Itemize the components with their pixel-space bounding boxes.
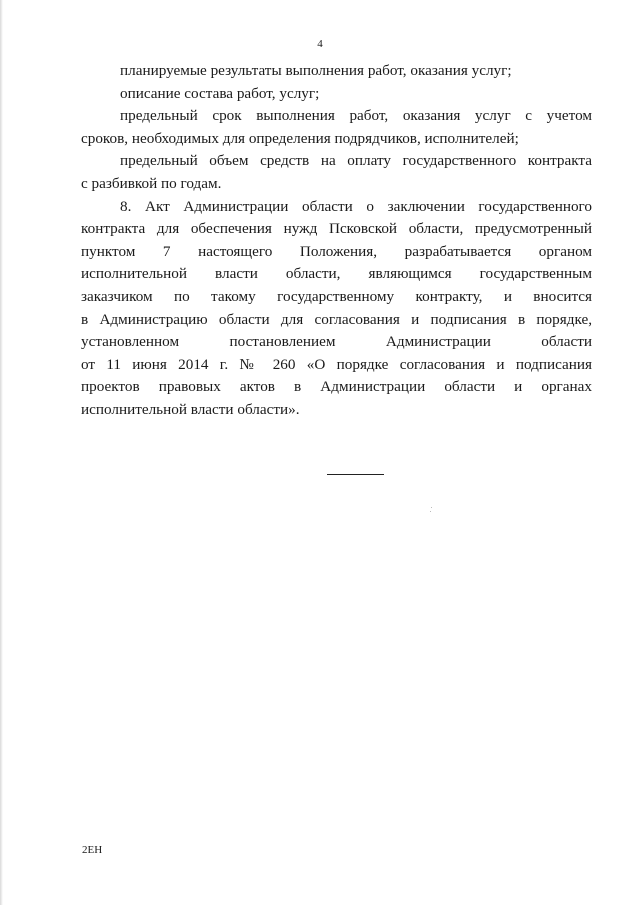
scan-speck	[431, 507, 432, 508]
text-line: пунктом 7 настоящего Положения, разрабатывается органом	[81, 242, 592, 260]
text-line: сроков, необходимых для определения подрядчиков, исполнителей;	[81, 129, 519, 147]
scan-edge	[0, 0, 3, 905]
text-line: исполнительной власти области».	[81, 400, 300, 418]
end-of-text-rule	[327, 474, 384, 475]
text-line: установленном постановлением Администрации области	[81, 333, 592, 351]
scan-speck	[430, 511, 431, 512]
text-line: описание состава работ, услуг;	[120, 84, 320, 102]
text-line: предельный объем средств на оплату государственного контракта	[120, 152, 592, 170]
text-line: предельный срок выполнения работ, оказания услуг с учетом	[120, 107, 592, 125]
text-line: от 11 июня 2014 г. № 260 «О порядке согласования и подписания	[81, 355, 592, 373]
footer-code: 2ЕН	[82, 844, 103, 856]
text-line: контракта для обеспечения нужд Псковской области, предусмотренный	[81, 220, 592, 238]
text-line: с разбивкой по годам.	[81, 174, 222, 192]
text-line: 8. Акт Администрации области о заключении государственного	[120, 197, 592, 215]
text-line: планируемые результаты выполнения работ, оказания услуг;	[120, 62, 512, 79]
document-body	[81, 60, 592, 422]
text-line: в Администрацию области для согласования и подписания в порядке,	[81, 310, 592, 328]
page-number: 4	[317, 38, 323, 50]
text-line: заказчиком по такому государственному контракту, и вносится	[81, 287, 592, 305]
text-line: проектов правовых актов в Администрации области и органах	[81, 378, 592, 396]
text-line: исполнительной власти области, являющимся государственным	[81, 265, 592, 283]
